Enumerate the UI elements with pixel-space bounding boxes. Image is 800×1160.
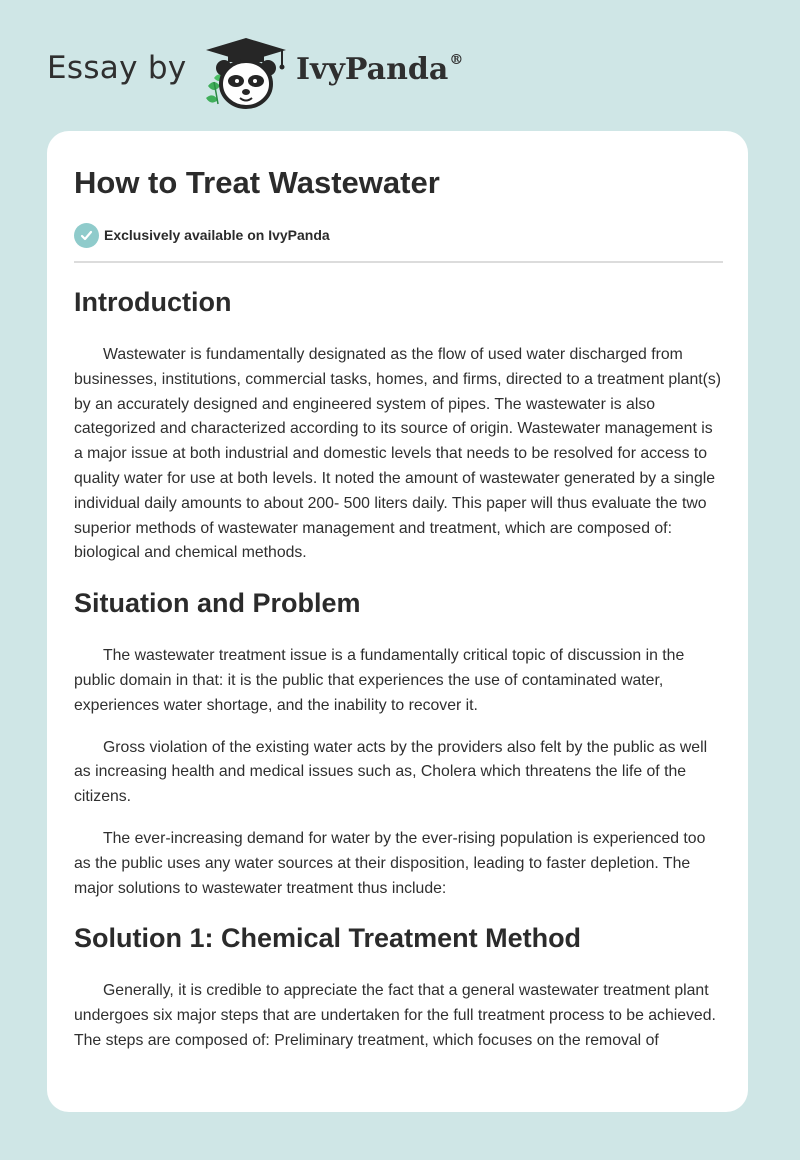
- exclusive-badge: [74, 222, 330, 248]
- badge-text: Exclusively available on IvyPanda: [104, 227, 330, 243]
- essay-body: [74, 281, 723, 1054]
- page-title: How to Treat Wastewater: [74, 165, 440, 200]
- section-solution-1: [74, 917, 723, 1053]
- checkmark-icon: [74, 223, 99, 248]
- brand-name[interactable]: IvyPanda®: [296, 52, 464, 87]
- registered-mark: ®: [449, 52, 464, 68]
- section-heading: Introduction: [74, 287, 232, 317]
- paragraph: Wastewater is fundamentally designated as the flow of used water discharged from businesses, institutions, commercial tasks, homes, and firms, directed to a treatment plant(s) by an accurately designed and engineered system of pipes. The wastewater is also categorized and characterized according to its source of origin. Wastewater management is a major issue at both industrial and domestic levels that needs to be resolved for access to quality water for use at both levels. It noted the amount of wastewater generated by a single individual daily amounts to about 200- 500 liters daily. This paper will thus evaluate the two superior methods of wastewater management and treatment, which are composed of: biological and chemical methods.: [74, 346, 722, 562]
- ivypanda-logo-icon[interactable]: [200, 36, 292, 110]
- paragraph: The wastewater treatment issue is a fundamentally critical topic of discussion in the public domain in that: it is the public that experiences the use of contaminated water, experiences water shortage, and the inability to recover it.: [74, 647, 685, 714]
- section-introduction: [74, 281, 723, 566]
- section-situation-and-problem: [74, 582, 723, 901]
- divider: [74, 261, 723, 263]
- paragraph: The ever-increasing demand for water by the ever-rising population is experienced too as the public uses any water sources at their disposition, leading to faster depletion. The major solutions to wastewater treatment thus include:: [74, 829, 706, 897]
- essay-card: [47, 131, 748, 1112]
- paragraph: Gross violation of the existing water acts by the providers also felt by the public as well as increasing health and medical issues such as, Cholera which threatens the life of the citizens.: [74, 738, 708, 806]
- paragraph: Generally, it is credible to appreciate the fact that a general wastewater treatment plant undergoes six major steps that are undertaken for the full treatment process to be achieved. The steps are composed of: Preliminary treatment, which focuses on the removal of: [74, 982, 716, 1049]
- section-heading: Situation and Problem: [74, 588, 361, 619]
- brand-prefix: Essay by: [47, 50, 187, 86]
- section-heading: Solution 1: Chemical Treatment Method: [74, 923, 582, 954]
- site-header: [0, 0, 800, 120]
